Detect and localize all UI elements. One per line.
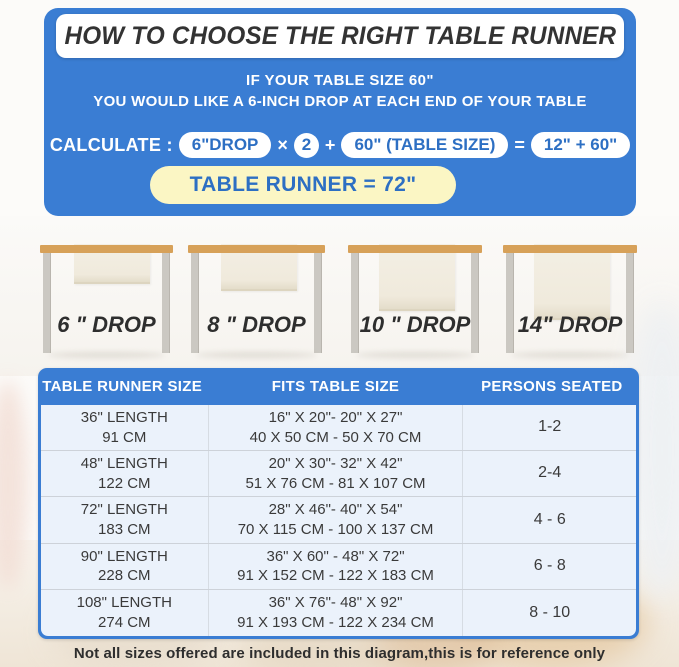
fits-size-cm: 91 X 152 CM - 122 X 183 CM — [237, 567, 434, 585]
column-header-fits-table-size: FITS TABLE SIZE — [271, 378, 400, 395]
runner-size-cell — [41, 544, 208, 589]
tabletop — [348, 245, 482, 253]
table-size-pill: 60" (TABLE SIZE) — [341, 132, 508, 158]
column-header-persons-seated: PERSONS SEATED — [481, 378, 623, 395]
table-leg — [471, 253, 479, 353]
runner-size-cell — [41, 451, 208, 496]
multiply-sign: × — [277, 134, 288, 155]
multiplier-badge: 2 — [294, 133, 319, 158]
runner-result-pill — [150, 166, 456, 204]
runner-size-inches: 108" LENGTH — [76, 594, 172, 612]
ground-shadow — [48, 352, 165, 358]
runner-size-inches: 90" LENGTH — [80, 547, 168, 565]
table-row — [41, 451, 636, 497]
table-row — [41, 590, 636, 636]
table-leg — [314, 253, 322, 353]
fits-size-cm: 91 X 193 CM - 122 X 234 CM — [237, 613, 434, 631]
runner-size-cm: 274 CM — [98, 613, 151, 631]
tabletop — [188, 245, 325, 253]
fits-size-inches: 36" X 60" - 48" X 72" — [266, 547, 405, 565]
drop-value-pill: 6"DROP — [179, 132, 272, 158]
tabletop — [503, 245, 637, 253]
persons-seated-cell: 8 - 10 — [529, 603, 571, 621]
drop-label: 8 " DROP — [207, 312, 306, 337]
fits-table-size-cell — [208, 497, 464, 542]
page-title: HOW TO CHOOSE THE RIGHT TABLE RUNNER — [64, 21, 616, 50]
table-row — [41, 544, 636, 590]
column-header-runner-size: TABLE RUNNER SIZE — [42, 378, 203, 395]
runner-size-cm: 228 CM — [98, 567, 151, 585]
runner-size-cm: 122 CM — [98, 474, 151, 492]
equals-sign: = — [514, 134, 525, 155]
title-banner — [56, 14, 624, 58]
size-chart-body — [41, 405, 636, 636]
table-row — [41, 497, 636, 543]
fits-size-inches: 28" X 46"- 40" X 54" — [268, 501, 403, 519]
ground-shadow — [196, 352, 317, 358]
tabletop — [40, 245, 173, 253]
fits-size-cm: 40 X 50 CM - 50 X 70 CM — [249, 428, 422, 446]
runner-size-inches: 72" LENGTH — [80, 501, 168, 519]
drop-diagram-8inch — [188, 216, 325, 360]
table-leg — [351, 253, 359, 353]
ground-shadow — [356, 352, 474, 358]
drop-label: 10 " DROP — [359, 312, 471, 337]
subtitle-line-2: YOU WOULD LIKE A 6-INCH DROP AT EACH END OF YOUR TABLE — [93, 93, 587, 110]
fits-table-size-cell — [208, 405, 464, 450]
plus-sign: + — [324, 134, 336, 155]
disclaimer-note: Not all sizes offered are included in this diagram,this is for reference only — [73, 645, 606, 662]
size-chart-header — [38, 368, 639, 405]
runner-size-cell — [41, 405, 208, 450]
drop-label: 6 " DROP — [57, 312, 156, 337]
fits-size-inches: 36" X 76"- 48" X 92" — [268, 594, 403, 612]
table-row — [41, 405, 636, 451]
drop-diagram-6inch — [40, 216, 173, 360]
runner-size-cell — [41, 497, 208, 542]
persons-seated-cell: 4 - 6 — [533, 510, 566, 528]
size-chart-panel — [38, 368, 639, 639]
drop-diagram-14inch — [503, 216, 637, 360]
calculate-label: CALCULATE : — [49, 134, 173, 155]
subtitle-line-1: IF YOUR TABLE SIZE 60" — [246, 72, 434, 89]
fits-table-size-cell — [208, 544, 464, 589]
table-leg — [191, 253, 199, 353]
fits-size-inches: 20" X 30"- 32" X 42" — [268, 455, 403, 473]
fits-size-cm: 51 X 76 CM - 81 X 107 CM — [245, 474, 426, 492]
table-leg — [162, 253, 170, 353]
persons-seated-cell: 2-4 — [538, 464, 562, 482]
table-runner-drape — [379, 244, 455, 311]
fits-table-size-cell — [208, 451, 464, 496]
persons-seated-cell: 1-2 — [538, 418, 562, 436]
table-runner-drape — [534, 244, 610, 320]
persons-seated-cell: 6 - 8 — [533, 556, 566, 574]
sum-pill: 12" + 60" — [531, 132, 630, 158]
table-leg — [506, 253, 514, 353]
table-leg — [626, 253, 634, 353]
runner-size-cell — [41, 590, 208, 636]
calculation-formula — [49, 130, 628, 160]
fits-size-inches: 16" X 20"- 20" X 27" — [268, 409, 403, 427]
runner-size-inches: 36" LENGTH — [80, 409, 168, 427]
drop-label: 14" DROP — [517, 312, 623, 337]
table-leg — [43, 253, 51, 353]
runner-size-cm: 91 CM — [102, 428, 147, 446]
runner-result-text: TABLE RUNNER = 72" — [189, 173, 417, 196]
ground-shadow — [511, 352, 629, 358]
fits-size-cm: 70 X 115 CM - 100 X 137 CM — [237, 520, 434, 538]
drop-diagram-10inch — [348, 216, 482, 360]
instruction-panel — [44, 8, 636, 216]
fits-table-size-cell — [208, 590, 464, 636]
runner-size-inches: 48" LENGTH — [80, 455, 168, 473]
runner-size-cm: 183 CM — [98, 520, 151, 538]
